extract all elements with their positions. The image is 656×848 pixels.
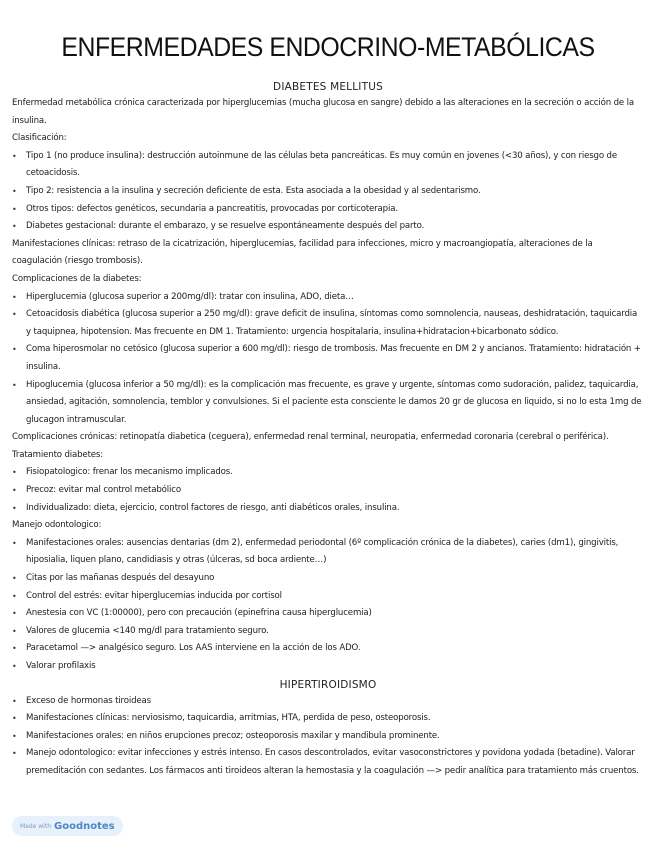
list-item: • Manifestaciones orales: ausencias dentarias (dm 2), enfermedad periodontal (6º complicación crónica de la diabetes), caries (dm1), gingivitis, hiposialia, liquen plano, candidiasis y otras (úlceras, sd boca ardiente…) (26, 535, 644, 570)
list-item: • Otros tipos: defectos genéticos, secundaria a pancreatitis, provocadas por corticoterapia. (26, 201, 644, 219)
page-title: ENFERMEDADES ENDOCRINO-METABÓLICAS (61, 32, 595, 62)
manejo-list (12, 535, 644, 676)
list-item: • Hiperglucemia (glucosa superior a 200mg/dl): tratar con insulina, ADO, dieta… (26, 289, 644, 307)
section-heading-hipertiroidismo: HIPERTIROIDISMO (279, 678, 377, 691)
list-item: • Manifestaciones orales: en niños erupciones precoz; osteoporosis maxilar y mandibula prominente. (26, 728, 644, 746)
list-item: • Coma hiperosmolar no cetósico (glucosa superior a 600 mg/dl): riesgo de trombosis. Mas frecuente en DM 2 y ancianos. Tratamiento: hidratación + insulina. (26, 341, 644, 376)
list-item: • Precoz: evitar mal control metabólico (26, 482, 644, 500)
section-heading-diabetes: DIABETES MELLITUS (273, 81, 383, 93)
list-item: • Citas por las mañanas después del desayuno (26, 570, 644, 588)
tratamiento-list (12, 464, 644, 517)
list-item: • Valores de glucemia <140 mg/dl para tratamiento seguro. (26, 623, 644, 641)
tratamiento-label: Tratamiento diabetes: (12, 449, 104, 460)
complicaciones-label: Complicaciones de la diabetes: (12, 273, 142, 284)
list-item: • Hipoglucemia (glucosa inferior a 50 mg/dl): es la complicación mas frecuente, es grave y urgente, síntomas como sudoración, palidez, taquicardia, ansiedad, agitación, somnolencia, temblor y convulsiones. Si el paciente esta consciente le damos 20 gr de glucosa en liquido, si no lo esta 1mg de glucagon intramuscular. (26, 377, 644, 430)
list-item: • Diabetes gestacional: durante el embarazo, y se resuelve espontáneamente después del parto. (26, 218, 644, 236)
list-item: • Individualizado: dieta, ejercicio, control factores de riesgo, anti diabéticos orales, insulina. (26, 500, 644, 518)
list-item: • Manejo odontologico: evitar infecciones y estrés intenso. En casos descontrolados, evitar vasoconstrictores y povidona yodada (betadine). Valorar premeditación con sedantes. Los fármacos anti tiroideos alteran la hemostasia y la coagulación —> pedir analítica para tratamiento más cruentos. (26, 745, 644, 780)
badge-brand: Goodnotes (54, 820, 115, 832)
list-item: • Fisiopatologico: frenar los mecanismo implicados. (26, 464, 644, 482)
list-item: • Manifestaciones clínicas: nerviosismo, taquicardia, arritmias, HTA, perdida de peso, osteoporosis. (26, 710, 644, 728)
manejo-label: Manejo odontologico: (12, 520, 102, 531)
manifestaciones-text: Manifestaciones clínicas: retraso de la cicatrización, hiperglucemias, facilidad para infecciones, micro y macroangiopatía, alteraciones de la coagulación (riesgo trombosis). (12, 238, 593, 267)
note-content (12, 79, 644, 781)
clasificacion-list (12, 148, 644, 236)
list-item: • Control del estrés: evitar hiperglucemias inducida por cortisol (26, 588, 644, 606)
hipertiroidismo-list (12, 693, 644, 781)
goodnotes-badge (12, 816, 123, 836)
list-item: • Valorar profilaxis (26, 658, 644, 676)
list-item: • Tipo 1 (no produce insulina): destrucción autoinmune de las células beta pancreáticas. Es muy común en jovenes (<30 años), y con riesgo de cetoacidosis. (26, 148, 644, 183)
list-item: • Cetoacidosis diabética (glucosa superior a 250 mg/dl): grave deficit de insulina, síntomas como somnolencia, nauseas, deshidratación, taquicardia y taquipnea, hipotension. Mas frecuente en DM 1. Tratamiento: urgencia hospitalaria, insulina+hidratacion+bicarbonato sódico. (26, 306, 644, 341)
cronicas-text: Complicaciones crónicas: retinopatía diabetica (ceguera), enfermedad renal terminal, neuropatia, enfermedad coronaria (cerebral o periférica). (12, 432, 609, 443)
diabetes-intro: Enfermedad metabólica crónica caracterizada por hiperglucemias (mucha glucosa en sangre) debido a las alteraciones en la secreción o acción de la insulina. (12, 98, 634, 126)
complicaciones-list (12, 289, 644, 430)
list-item: • Tipo 2: resistencia a la insulina y secreción deficiente de esta. Esta asociada a la obesidad y al sedentarismo. (26, 183, 644, 201)
list-item: • Anestesia con VC (1:00000), pero con precaución (epinefrina causa hiperglucemia) (26, 605, 644, 623)
list-item: • Exceso de hormonas tiroideas (26, 693, 644, 711)
badge-made-with: Made with (20, 822, 51, 830)
list-item: • Paracetamol —> analgésico seguro. Los AAS interviene en la acción de los ADO. (26, 640, 644, 658)
clasificacion-label: Clasificación: (12, 133, 67, 144)
